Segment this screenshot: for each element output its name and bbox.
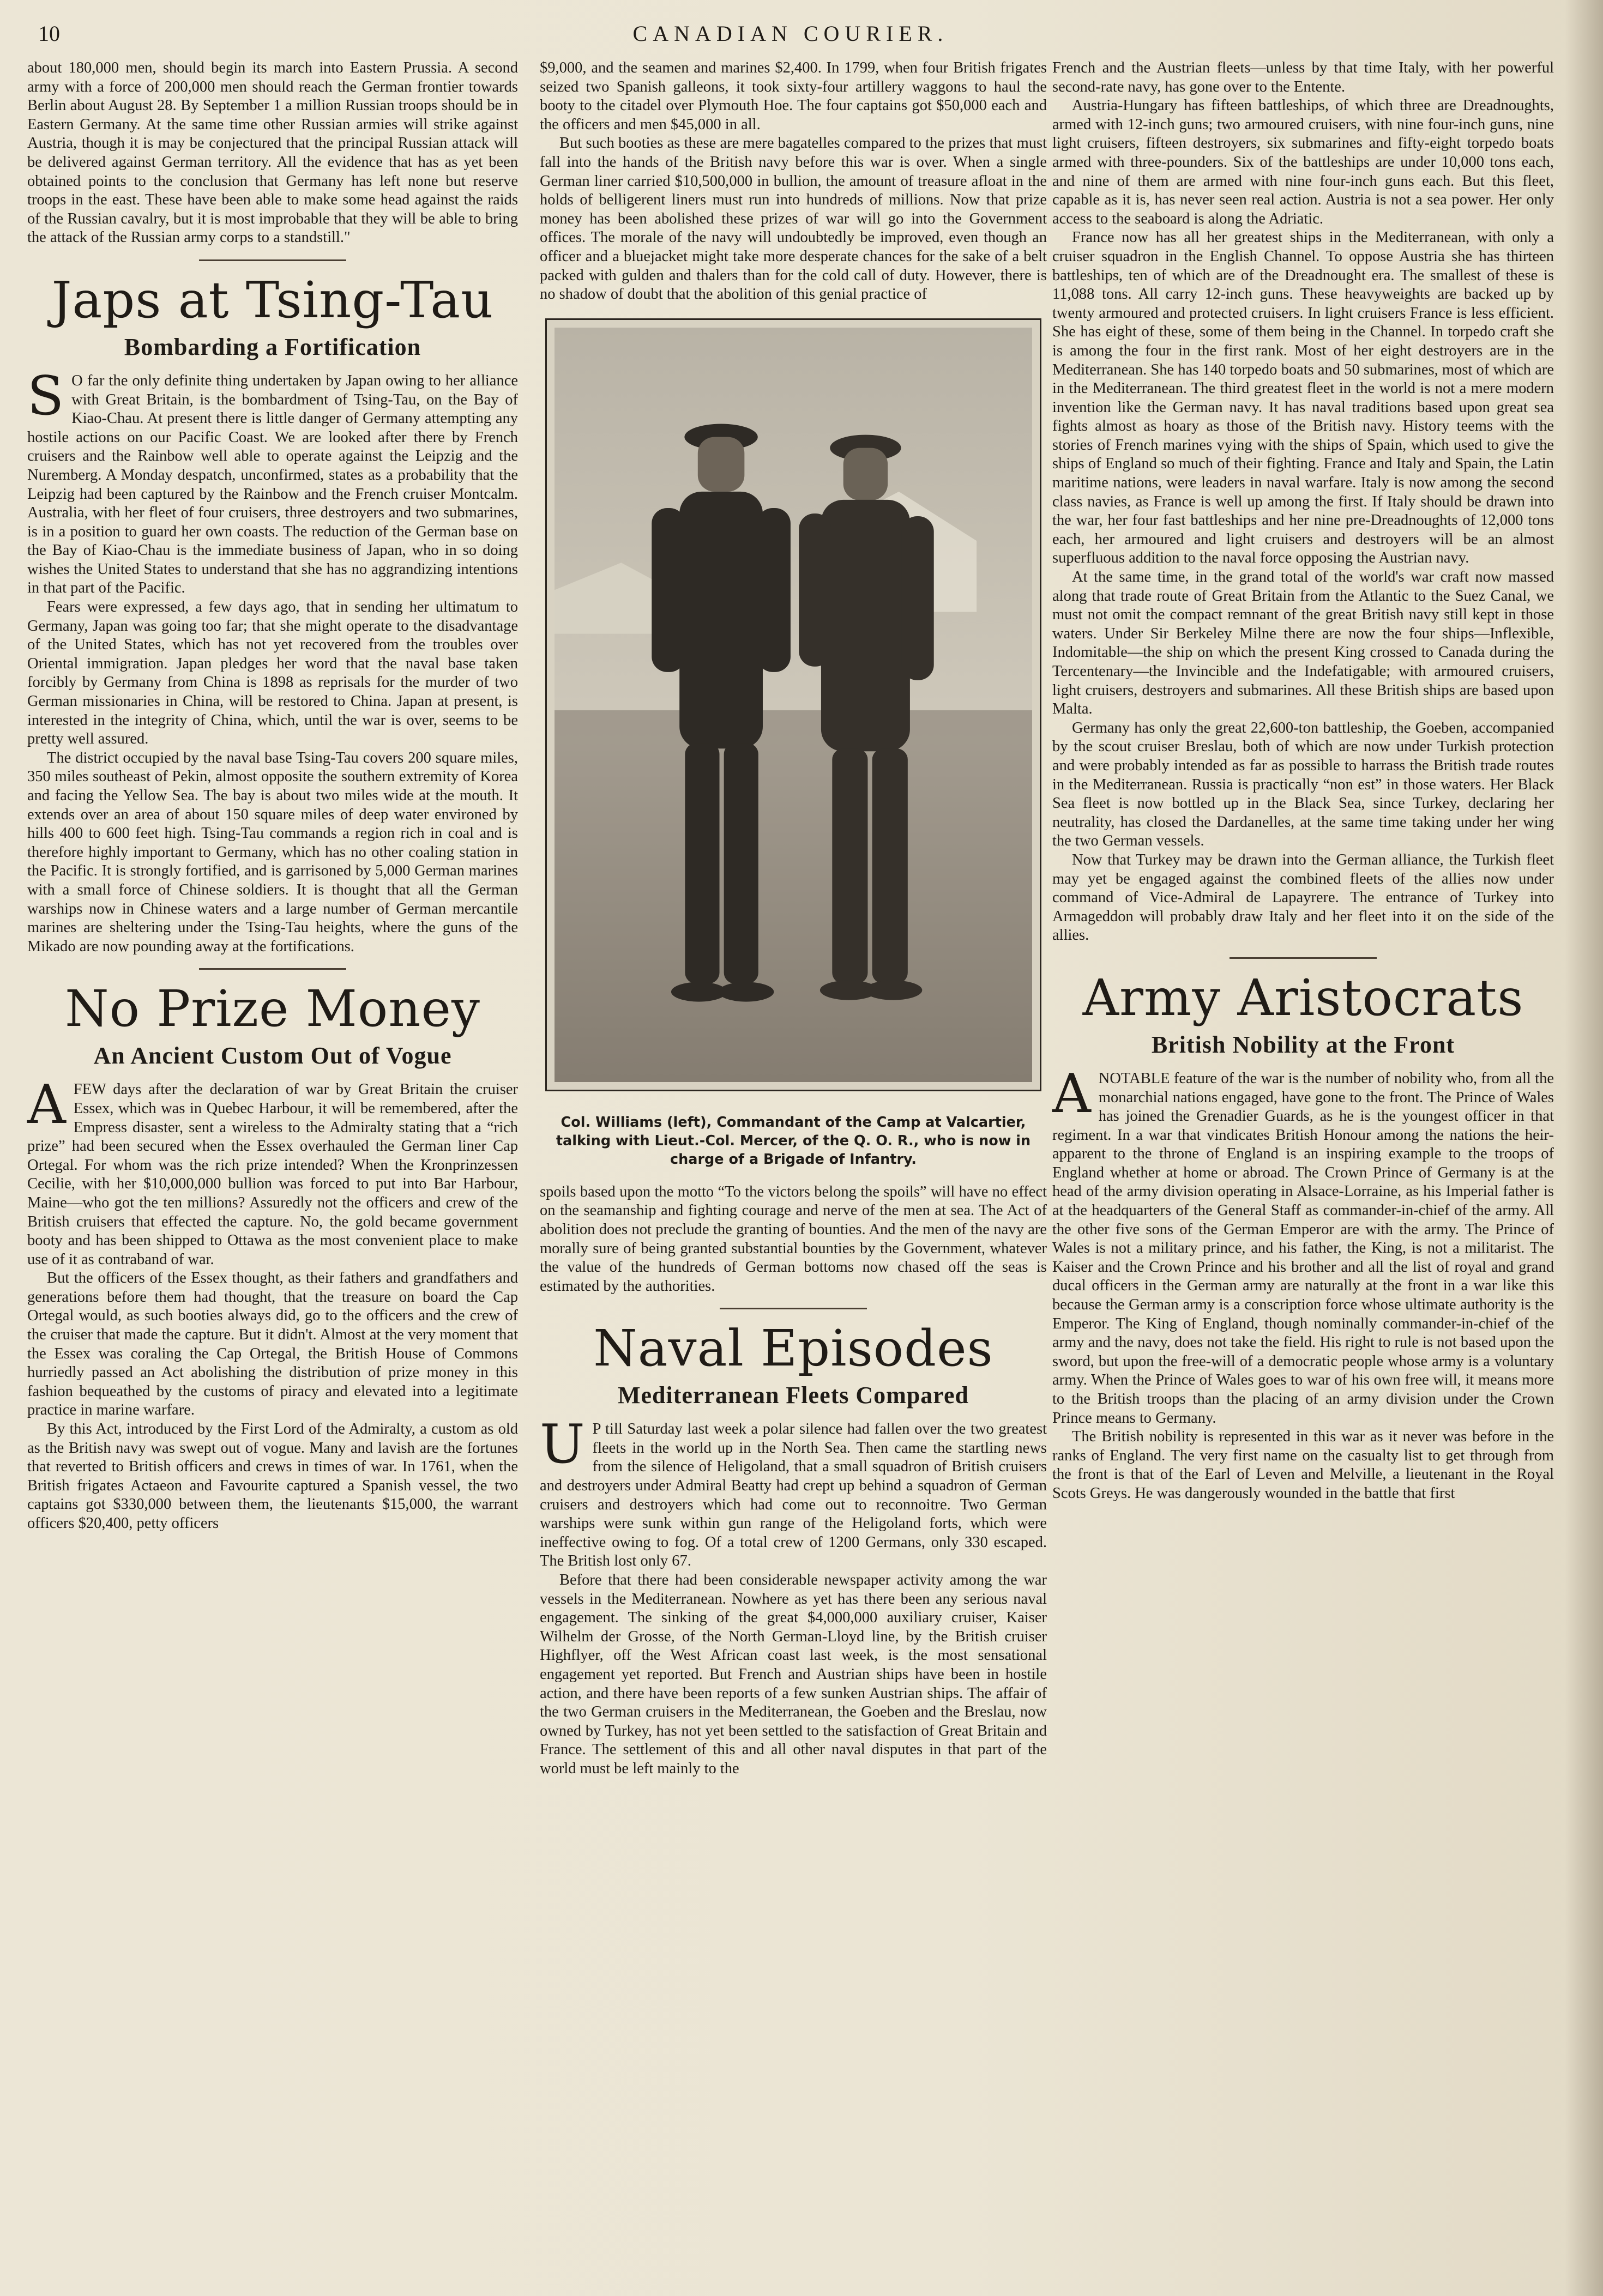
naval-paragraph-2: Before that there had been considerable newspaper activity among the war vessels in the Mediterranean. Nowhere as yet has there been any serious naval engagement. The sinking of the great $4,000,000 auxiliary cruiser, Kaiser Wilhelm der Grosse, of the North German-Lloyd line, by the British cruiser Highflyer, off the West African coast last week, is the most sensational engagement yet reported. But French and Austrian ships have been in hostile action, and there have been reports of a few sunken Austrian ships. The affair of the two German cruisers in the Mediterranean, the Goeben and the Breslau, now owned by Turkey, has not yet been settled to the satisfaction of Great Britain and France. The settlement of this and all other naval disputes in that part of the world must be left mainly to the — [540, 1572, 1047, 1777]
subhead-naval-episodes: Mediterranean Fleets Compared — [617, 1382, 969, 1409]
section-divider — [720, 1308, 867, 1309]
intro-paragraph: about 180,000 men, should begin its march into Eastern Prussia. A second army with a force of 200,000 men should reach the German frontier towards Berlin about August 28. By September 1 a million Russian troops should be in Eastern Germany. At the same time other Russian armies will strike against Austria, though it is may be conjectured that the principal Russian attack will be delivered against German territory. All the evidence that has as yet been obtained points to the conclusion that Germany has left none but reserve troops in the east. These have been able to make some head against the raids of the Russian cavalry, but it is most improbable that they will be able to bring the attack of the Russian army corps to a standstill." — [27, 59, 518, 246]
masthead: CANADIAN COURIER. — [632, 21, 949, 46]
army-paragraph-2: The British nobility is represented in this war as it never was before in the ranks of England. The very first name on the casualty list to get through from the front is that of the Earl of Leven and Melville, a lieutenant in the Royal Scots Greys. He was dangerously wounded in the battle that first — [1052, 1428, 1554, 1502]
col3-paragraph-4: At the same time, in the grand total of the world's war craft now massed along that trade route of Great Britain from the Atlantic to the Suez Canal, we must not omit the compact remnant of the great British navy still kept in those waters. Under Sir Berkeley Milne there are now the four ships—Inflexible, Indomitable—the ship on which the present King crossed to Canada during the Tercentenary—the Invincible and the Indefatigable; with armoured cruisers, light cruisers, destroyers and submarines. All these British ships are based upon Malta. — [1052, 569, 1554, 718]
subhead-army-aristocrats: British Nobility at the Front — [1151, 1031, 1455, 1058]
col3-paragraph-1: French and the Austrian fleets—unless by that time Italy, with her powerful second-rate navy, has gone over to the Entente. — [1052, 59, 1554, 95]
col2-paragraph-1: $9,000, and the seamen and marines $2,400. In 1799, when four British frigates seized two Spanish galleons, it took sixty-four artillery waggons to haul the booty to the citadel over Plymouth Hoe. The four captains got $50,000 each and the officers and men $45,000 in all. — [540, 59, 1047, 133]
army-paragraph-1 — [1052, 1062, 1554, 1428]
headline-tsingtau: Japs at Tsing-Tau — [51, 270, 494, 329]
subhead-tsingtau: Bombarding a Fortification — [124, 333, 421, 360]
prize-text-1: FEW days after the declaration of war by Great Britain the cruiser Essex, which was in Quebec Harbour, it will be remembered, after the Empress disaster, sent a wireless to the Admiralty stating that a “rich prize” had been secured when the Essex overhauled the German liner Cap Ortegal. For whom was the rich prize intended? When the Kronprinzessen Cecilie, with her $10,000,000 bullion was forced to put into Bar Harbour, Maine—who got the ten millions? Assuredly not the officers and crew of the British cruisers that effected the capture. No, the gold became government booty and has been shipped to Ottawa as the most convenient place to make use of it as contraband of war. — [27, 1081, 518, 1268]
col3-paragraph-3: France now has all her greatest ships in the Mediterranean, with only a cruiser squadron in the English Channel. To oppose Austria she has thirteen battleships, ten of which are of the Dreadnought era. The smallest of these is 11,088 tons. All carry 12-inch guns. These heavyweights are backed up by twenty armoured and protected cruisers. In light cruisers France is less efficient. She has eight of these, some of them being in the Channel. In torpedo craft she is among the four in the first rank. Most of her eight destroyers are in the Mediterranean. She has 140 torpedo boats and 50 submarines, most of which are in the Mediterranean. The third greatest fleet in the world is not a mere modern invention like the German navy. It has naval traditions based upon great sea fights almost as hoary as those of the British navy. History teems with the stories of French marines vying with the ships of Spain, which used to give the ships of England so much of their fighting. France and Italy and Spain, the Latin maritime nations, were leaders in naval warfare. Italy is now among the second class navies, as France is well up among the first. If Italy should be drawn into the war, her four fast battleships and her nine pre-Dreadnoughts of 12,000 tons each, her armoured and light cruisers and destroyers will be an almost superfluous addition to the naval force opposing the Austrian navy. — [1052, 229, 1554, 567]
column-1 — [27, 59, 518, 1533]
tsingtau-paragraph-3: The district occupied by the naval base Tsing-Tau covers 200 square miles, 350 miles southeast of Pekin, almost opposite the southern extremity of Korea and facing the Yellow Sea. The bay is about two miles wide at the mouth. It extends over an area of about 150 square miles of deep water environed by hills 400 to 600 feet high. Tsing-Tau commands a region rich in coal and is therefore highly important to Germany, which has no other coaling station in the Pacific. It is strongly fortified, and is garrisoned by 5,000 German marines with a small force of Chinese soldiers. It is thought that all the German warships now in Chinese waters and a large number of German mercantile marines are sheltering under the Tsing-Tau heights, where the guns of the Mikado are now pounding away at the fortifications. — [27, 749, 518, 955]
drop-cap: A — [1052, 1062, 1091, 1125]
tsingtau-text-1: O far the only definite thing undertaken by Japan owing to her alliance with Great Britain, is the bombardment of Tsing-Tau, on the Bay of Kiao-Chau. At present there is little danger of Germany attempting any hostile actions on our Pacific Coast. We are looked after there by French cruisers and the Rainbow well able to operate against the Leipzig and the Nuremberg. A Monday despatch, unconfirmed, states as a probability that the Leipzig had been captured by the Rainbow and the French cruiser Montcalm. Australia, with her fleet of four cruisers, three destroyers and two submarines, is in a position to guard her own coasts. The reduction of the German base on the Bay of Kiao-Chau is the immediate business of Japan, who in so doing wishes the United States to understand that she has no aggrandizing intentions in that part of the Pacific. — [27, 372, 518, 597]
col2-paragraph-3: spoils based upon the motto “To the victors belong the spoils” will have no effect on the seamanship and fighting courage and nerve of the men at sea. The Act of abolition does not preclude the granting of bounties. And the men of the navy are morally sure of being granted substantial bounties by the Government, whatever the value of the hundreds of German bottoms now chased off the seas is estimated by the authorities. — [540, 1183, 1047, 1295]
section-divider — [199, 259, 346, 261]
drop-cap: S — [27, 365, 64, 427]
page-fold-shadow — [1565, 0, 1603, 2296]
prize-paragraph-2: But the officers of the Essex thought, as their fathers and grandfathers and generations before them had thought, that the treasure on board the Cap Ortegal would, as such booties always did, go to the officers and the crew of the cruiser that made the capture. But it didn't. Almost at the very moment that the Essex was coraling the Cap Ortegal, the British House of Commons hurriedly passed an Act abolishing the distribution of prize money in this fashion bequeathed by the customs of piracy and elevated into a legitimate practice in marine warfare. — [27, 1270, 518, 1419]
tsingtau-paragraph-1 — [27, 365, 518, 598]
naval-text-1: P till Saturday last week a polar silence had fallen over the two greatest fleets in the world up in the North Sea. Then came the startling news from the silence of Heligoland, that a small squadron of British cruisers and destroyers under Admiral Beatty had crept up behind a squadron of German cruisers and destroyers which had come out to reconnoitre. Two German warships were sunk within gun range of the Heligoland forts, which were ineffective owing to fog. Of a total crew of 1200 Germans, only 330 escaped. The British lost only 67. — [540, 1421, 1047, 1570]
army-text-1: NOTABLE feature of the war is the number of nobility who, from all the monarchial nations engaged, have gone to the front. The Prince of Wales has joined the Grenadier Guards, as he is the youngest officer in that regiment. In a war that vindicates British Honour among the nations the heir-apparent to the throne of England is an inspiring example to the troops of England whether at home or abroad. The Crown Prince of Germany is at the head of the army division operating in Alsace-Lorraine, as his Imperial father is at the headquarters of the General Staff as commander-in-chief of the army. All the other five sons of the German Emperor are with the army. The Prince of Wales is not a military prince, and his father, the King, is not a militarist. The Kaiser and the Crown Prince and his brother and all the list of royal and grand ducal officers in the German army are naturally at the front in a war like this because the German army is a conscription force whose ultimate authority is the Emperor. The King of England, though nominally commander-in-chief of the army and the navy, does not take the field. His right to rule is not based upon the sword, but upon the free-will of a democratic people whose army is a voluntary army. When the Prince of Wales goes to war of his own free will, it means more to the British troops than the placing of an army division under the Crown Prince means to Germany. — [1052, 1070, 1554, 1427]
officers-photograph — [545, 318, 1041, 1091]
photo-caption: Col. Williams (left), Commandant of the Camp at Valcartier, talking with Lieut.-Col. Mercer, of the Q. O. R., who is now in charge of a Brigade of Infantry. — [556, 1114, 1031, 1168]
subhead-prize-money: An Ancient Custom Out of Vogue — [93, 1042, 452, 1070]
col2-paragraph-2: But such booties as these are mere bagatelles compared to the prizes that must fall into the hands of the British navy before this war is over. When a single German liner carried $10,500,000 in bullion, the amount of treasure afloat in the holds of belligerent liners must run into hundreds of millions. Now that prize money has been abolished these prizes of war will go into the Government offices. The morale of the navy will undoubtedly be improved, even though an officer and a bluejacket might take more desperate chances for the sake of a belt packed with gulden and thalers than for the cold call of duty. However, there is no shadow of doubt that the abolition of this genial practice of — [540, 135, 1047, 303]
drop-cap: U — [540, 1413, 585, 1476]
photo-illustration — [555, 328, 1032, 1082]
column-2 — [540, 59, 1047, 1779]
prize-paragraph-3: By this Act, introduced by the First Lord of the Admiralty, a custom as old as the British navy was swept out of vogue. Many and lavish are the fortunes that reverted to British officers and crews in times of war. In 1761, when the British frigates Actaeon and Favourite captured a Spanish vessel, the two captains got $330,000 between them, the lieutenants $15,000, the warrant officers $20,400, petty officers — [27, 1421, 518, 1532]
page-header — [38, 21, 1543, 53]
drop-cap: A — [27, 1074, 66, 1137]
naval-paragraph-1 — [540, 1413, 1047, 1571]
section-divider — [1230, 957, 1377, 959]
headline-prize-money: No Prize Money — [65, 980, 480, 1038]
prize-paragraph-1 — [27, 1074, 518, 1269]
column-3 — [1052, 59, 1554, 1503]
headline-naval-episodes: Naval Episodes — [593, 1319, 993, 1378]
headline-army-aristocrats: Army Aristocrats — [1082, 968, 1524, 1027]
col3-paragraph-6: Now that Turkey may be drawn into the German alliance, the Turkish fleet may yet be engaged against the combined fleets of the allies now under command of Vice-Admiral de Lapayrere. The entrance of Turkey into Armageddon will probably draw Italy and her fleet into it on the side of the allies. — [1052, 851, 1554, 944]
col3-paragraph-2: Austria-Hungary has fifteen battleships, of which three are Dreadnoughts, armed with 12-inch guns; two armoured cruisers, with nine four-inch guns, nine light cruisers, fifteen destroyers, six submarines and fifty-eight torpedo boats armed with three-pounders. Six of the battleships are under 10,000 tons each, and nine of them are armed with nine four-inch guns each. But this fleet, capable as it is, has never seen real action. Austria is not a sea power. Her only access to the seaboard is along the Adriatic. — [1052, 97, 1554, 227]
page-number: 10 — [38, 21, 60, 46]
section-divider — [199, 968, 346, 970]
tsingtau-paragraph-2: Fears were expressed, a few days ago, that in sending her ultimatum to Germany, Japan was going too far; that she might operate to the disadvantage of the United States, which has not yet recovered from the troubles over Oriental immigration. Japan pledges her word that the naval base taken forcibly by Germany from China is 1898 as reprisals for the murder of two German missionaries in China, will be restored to China. Japan at present, is interested in the integrity of China, which, until the war is over, seems to be pretty well assured. — [27, 599, 518, 748]
col3-paragraph-5: Germany has only the great 22,600-ton battleship, the Goeben, accompanied by the scout cruiser Breslau, both of which are now under Turkish protection and were probably intended as far as possible to harrass the British trade routes in the Mediterranean. Russia is practically “non est” in those waters. Her Black Sea fleet is now bottled up in the Black Sea, since Turkey, declaring her neutrality, has closed the Dardanelles, at the same time taking under her wing the two German vessels. — [1052, 719, 1554, 850]
